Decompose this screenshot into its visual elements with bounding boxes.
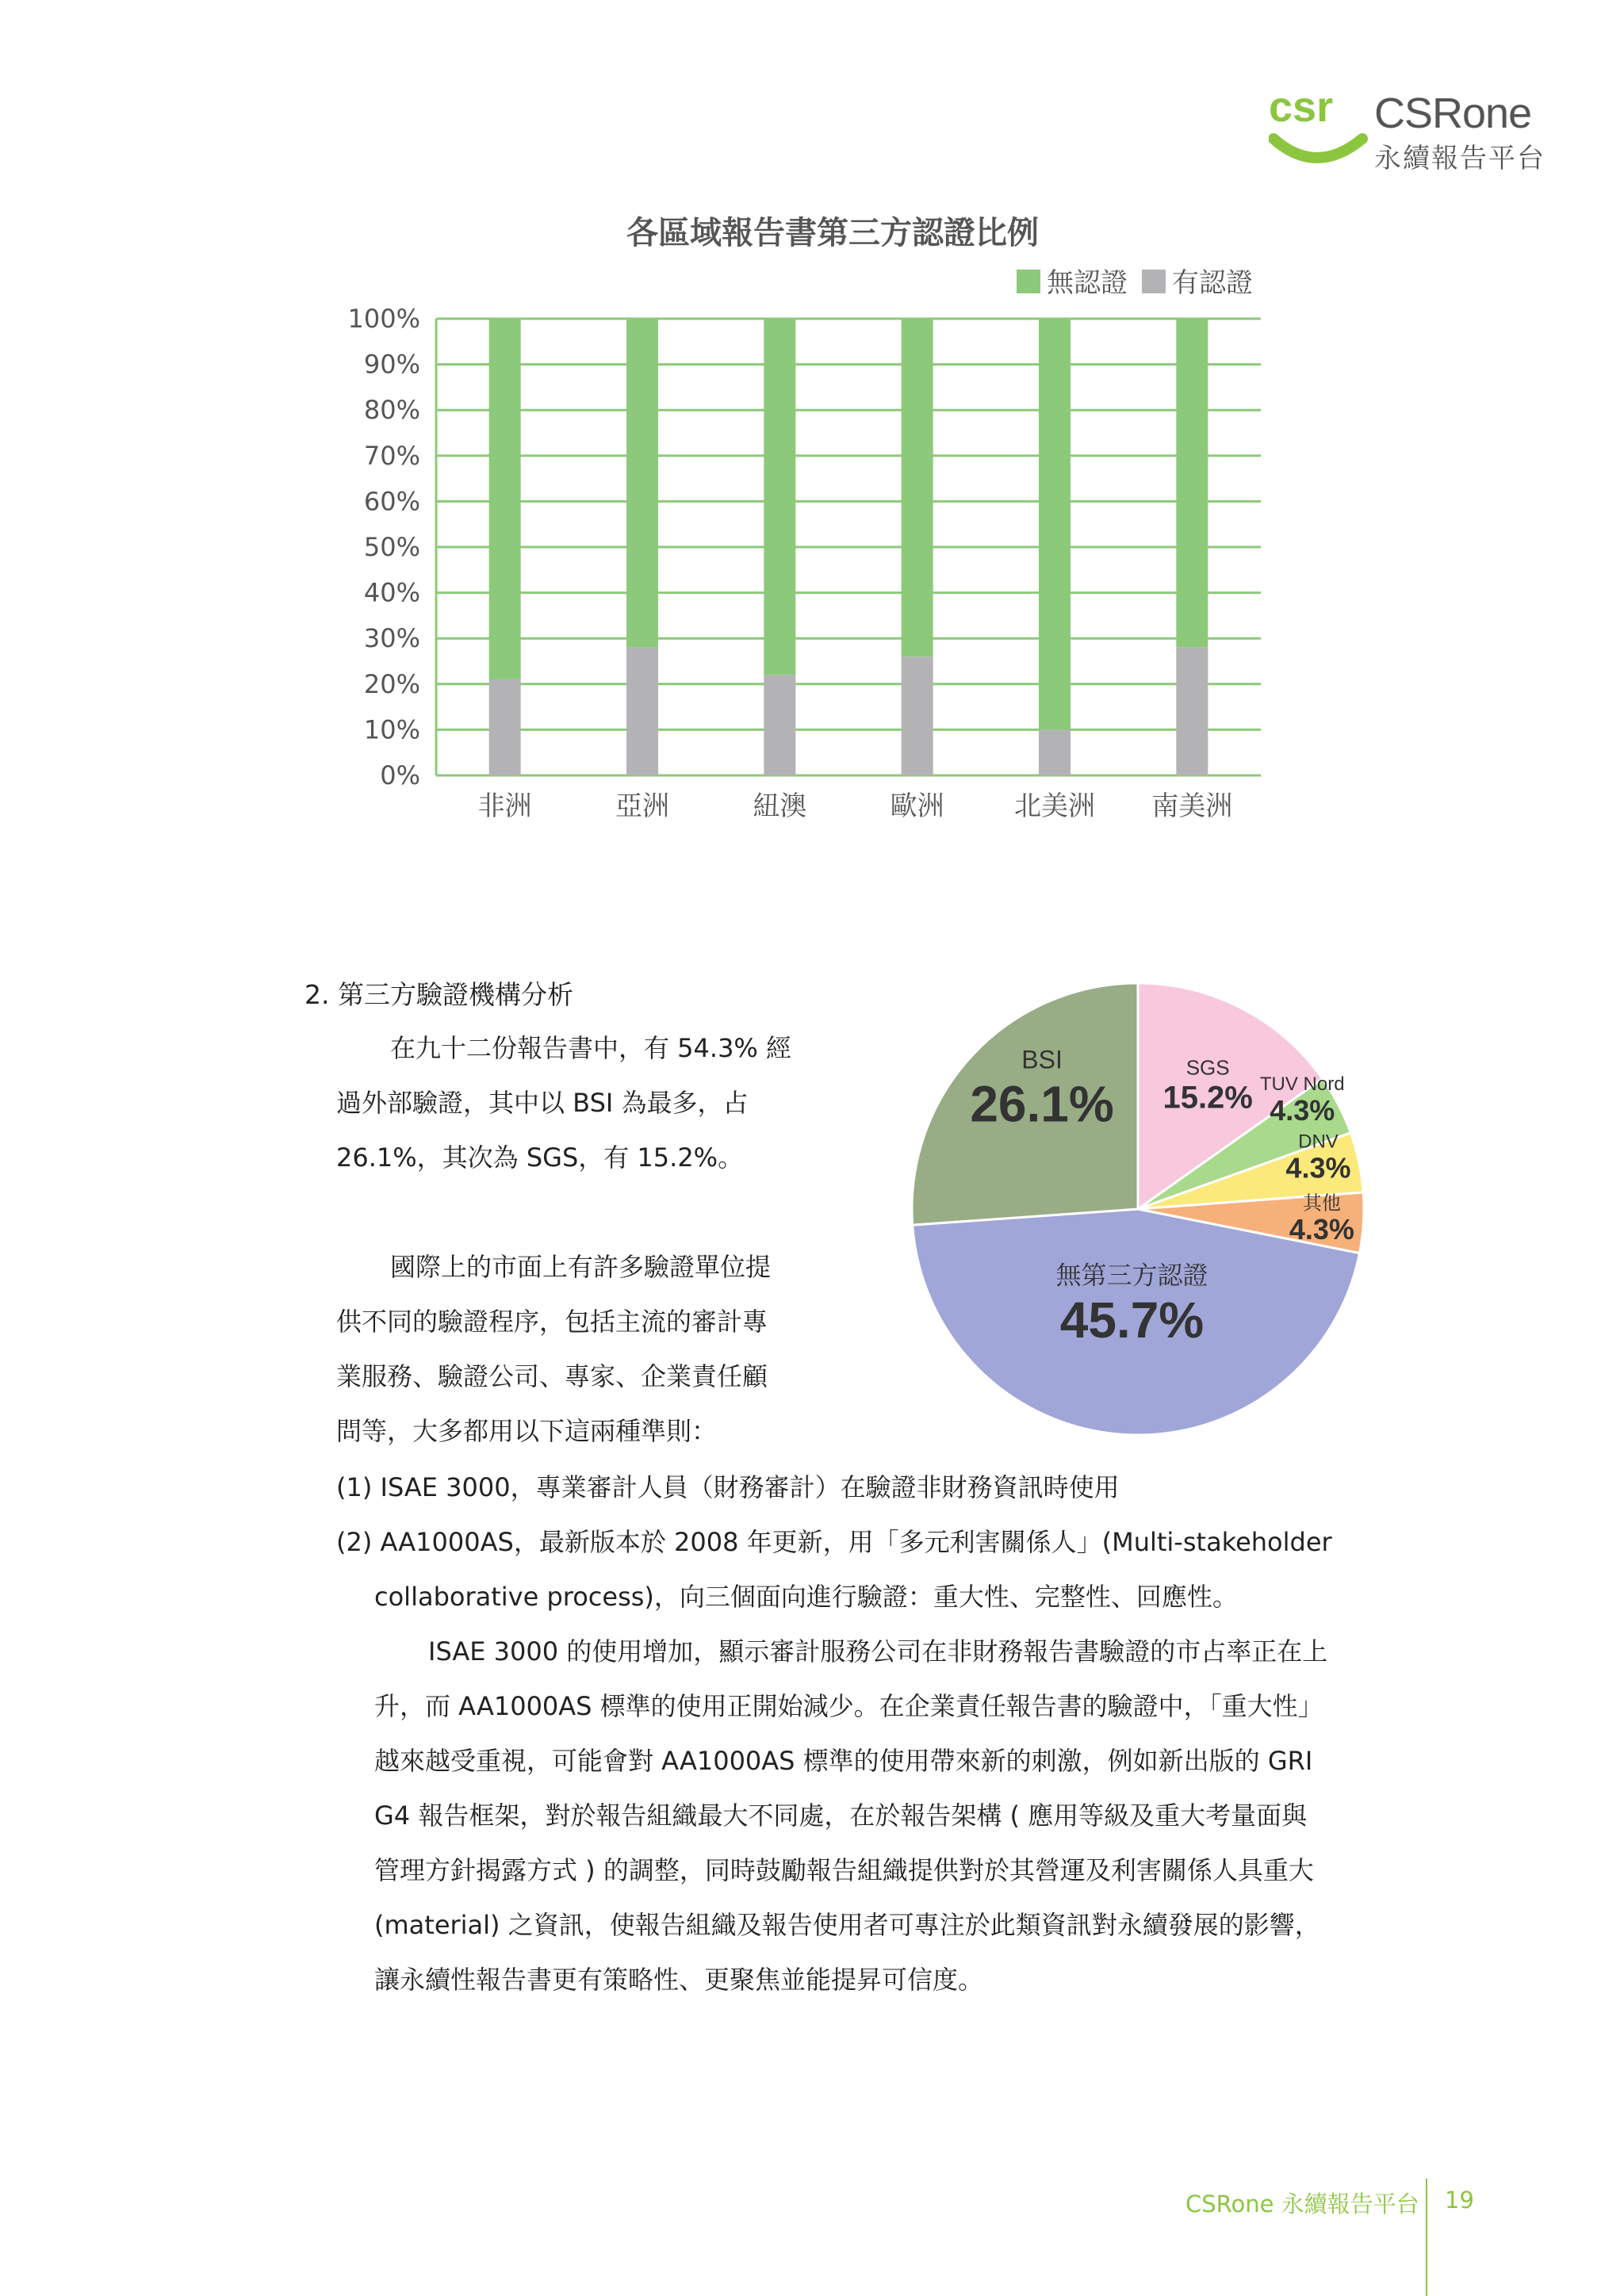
page-number: 19 (1445, 2187, 1474, 2214)
legend-label-1: 有認證 (1172, 267, 1253, 299)
bar-uncertified-1 (626, 319, 658, 648)
pie-label-name-4: 無第三方認證 (1055, 1261, 1208, 1290)
pie-label-value-1: 4.3% (1270, 1094, 1335, 1127)
bar-chart (333, 262, 1285, 832)
legend-swatch-1 (1142, 270, 1166, 293)
para3-line5: 管理方針揭露方式 ) 的調整，同時鼓勵報告組織提供對於其營運及利害關係人具重大 (374, 1855, 1314, 1885)
para3-line3: 越來越受重視，可能會對 AA1000AS 標準的使用帶來新的刺激，例如新出版的 GRI (374, 1746, 1313, 1776)
x-tick-label: 亞洲 (615, 790, 669, 822)
logo-name: CSRone (1374, 90, 1532, 137)
pie-label-value-3: 4.3% (1289, 1213, 1354, 1246)
pie-label-value-2: 4.3% (1285, 1151, 1351, 1184)
y-tick-label: 90% (363, 349, 420, 380)
para1-line1: 在九十二份報告書中，有 54.3% 經 (390, 1033, 792, 1063)
y-tick-label: 20% (363, 668, 420, 699)
para2-line3: 業服務、驗證公司、專家、企業責任顧 (336, 1361, 768, 1391)
pie-label-name-0: SGS (1185, 1055, 1230, 1080)
y-tick-label: 0% (380, 760, 420, 790)
bar-uncertified-5 (1176, 319, 1208, 648)
y-tick-label: 10% (363, 714, 420, 745)
bar-chart-title: 各區域報告書第三方認證比例 (626, 215, 1039, 251)
bar-uncertified-4 (1039, 319, 1071, 729)
y-tick-label: 50% (363, 532, 420, 562)
y-tick-label: 100% (347, 304, 420, 334)
para3-line6: (material) 之資訊，使報告組織及報告使用者可專注於此類資訊對永續發展的影響， (374, 1910, 1320, 1940)
pie-chart (896, 971, 1388, 1447)
pie-label-value-0: 15.2% (1162, 1080, 1253, 1115)
list-item-2-line2: collaborative process)，向三個面向進行驗證：重大性、完整性、回應性。 (374, 1582, 1238, 1612)
para1-line2: 過外部驗證，其中以 BSI 為最多，占 (336, 1088, 749, 1118)
bar-certified-2 (764, 675, 795, 775)
footer-divider (1426, 2179, 1427, 2296)
section-heading: 2. 第三方驗證機構分析 (304, 979, 573, 1010)
y-tick-label: 80% (363, 395, 420, 426)
y-tick-label: 60% (363, 486, 420, 517)
para3-line7: 讓永續性報告書更有策略性、更聚焦並能提昇可信度。 (374, 1965, 984, 1995)
pie-label-value-5: 26.1% (970, 1075, 1114, 1133)
pie-label-name-2: DNV (1298, 1131, 1339, 1153)
bar-certified-5 (1176, 648, 1208, 775)
para2-line4: 問等，大多都用以下這兩種準則： (336, 1416, 718, 1446)
smile-icon (1274, 139, 1362, 158)
x-tick-label: 非洲 (477, 790, 532, 822)
y-tick-label: 30% (363, 623, 420, 654)
bar-uncertified-3 (902, 319, 933, 656)
logo-subtitle: 永續報告平台 (1374, 143, 1545, 174)
pie-label-name-3: 其他 (1302, 1192, 1341, 1215)
x-tick-label: 南美洲 (1151, 790, 1233, 822)
bar-certified-1 (626, 648, 658, 775)
bar-certified-4 (1039, 729, 1071, 775)
para3-line4: G4 報告框架，對於報告組織最大不同處，在於報告架構 ( 應用等級及重大考量面與 (374, 1800, 1308, 1831)
x-tick-label: 歐洲 (890, 790, 944, 822)
para3-line1: ISAE 3000 的使用增加，顯示審計服務公司在非財務報告書驗證的市占率正在上 (428, 1636, 1328, 1667)
pie-label-name-1: TUV Nord (1259, 1073, 1345, 1096)
pie-label-value-4: 45.7% (1059, 1291, 1205, 1349)
x-tick-label: 北美洲 (1014, 790, 1095, 822)
bar-uncertified-0 (489, 319, 521, 679)
x-tick-label: 紐澳 (753, 790, 807, 822)
para2-line2: 供不同的驗證程序，包括主流的審計專 (336, 1307, 768, 1337)
bar-certified-3 (902, 656, 933, 775)
bar-certified-0 (489, 679, 521, 775)
bar-uncertified-2 (764, 319, 795, 675)
logo-glyph: csr (1269, 83, 1334, 131)
legend-swatch-0 (1017, 270, 1040, 293)
pie-label-name-5: BSI (1021, 1045, 1063, 1074)
para3-line2: 升，而 AA1000AS 標準的使用正開始減少。在企業責任報告書的驗證中，「重大性」 (374, 1691, 1323, 1721)
list-item-1: (1) ISAE 3000，專業審計人員（財務審計）在驗證非財務資訊時使用 (336, 1472, 1120, 1502)
list-item-2-line1: (2) AA1000AS，最新版本於 2008 年更新，用「多元利害關係人」(Multi-stakeholder (336, 1527, 1332, 1557)
y-tick-label: 40% (363, 577, 420, 608)
y-tick-label: 70% (363, 440, 420, 471)
para2-line1: 國際上的市面上有許多驗證單位提 (390, 1252, 772, 1282)
footer-brand: CSRone 永續報告平台 (1185, 2191, 1419, 2218)
legend-label-0: 無認證 (1047, 267, 1128, 299)
para1-line3: 26.1%，其次為 SGS，有 15.2%。 (336, 1142, 744, 1173)
